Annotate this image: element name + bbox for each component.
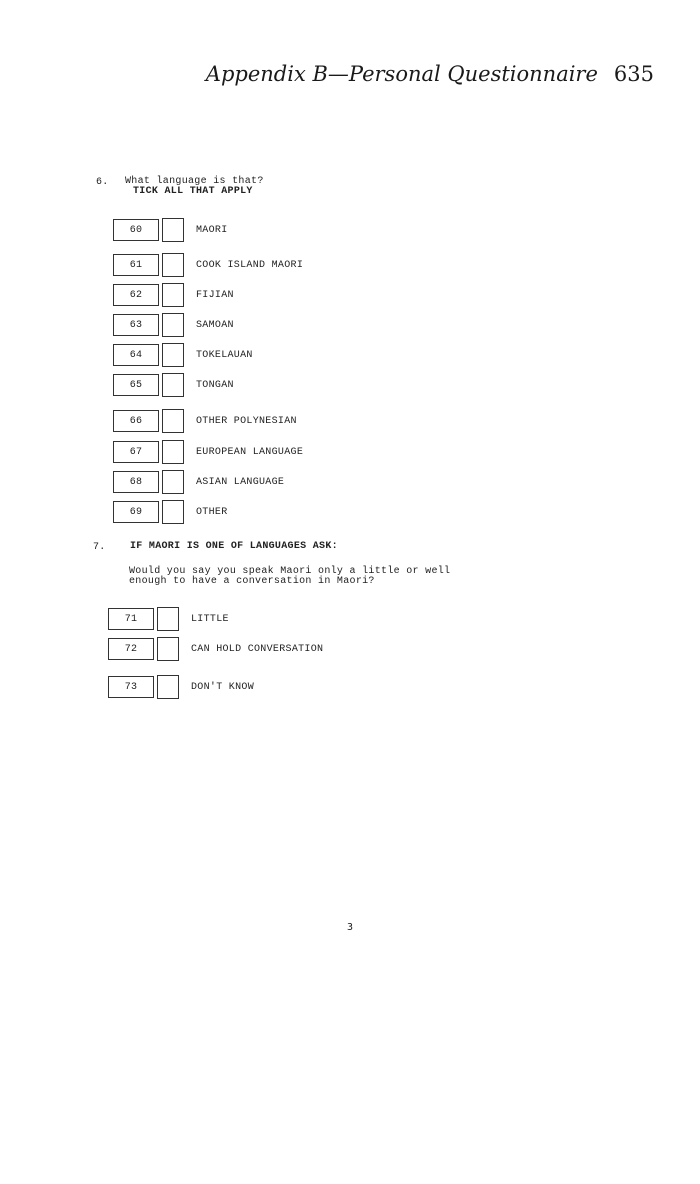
option-label: TONGAN	[196, 379, 234, 391]
tick-box[interactable]	[157, 637, 179, 661]
option-code-box	[113, 501, 159, 523]
option-label: LITTLE	[191, 613, 229, 625]
option-label: COOK ISLAND MAORI	[196, 259, 304, 271]
option-code-box	[113, 410, 159, 432]
option-code-box	[108, 676, 154, 698]
option-code: 65	[129, 379, 143, 391]
tick-box[interactable]	[162, 409, 184, 433]
option-code-box	[113, 471, 159, 493]
option-label: SAMOAN	[196, 319, 234, 331]
question-6-text-block	[125, 177, 264, 197]
tick-box[interactable]	[162, 470, 184, 494]
option-row	[113, 470, 284, 494]
option-code: 71	[124, 613, 138, 625]
option-row	[108, 637, 323, 661]
option-row	[113, 409, 297, 433]
question-7-instruction: IF MAORI IS ONE OF LANGUAGES ASK:	[130, 541, 338, 552]
option-row	[113, 313, 234, 337]
option-code-box	[108, 608, 154, 630]
option-label: MAORI	[196, 224, 228, 236]
option-code-box	[113, 441, 159, 463]
option-code-box	[113, 314, 159, 336]
tick-box[interactable]	[157, 607, 179, 631]
question-7-number: 7.	[93, 542, 106, 553]
option-code-box	[113, 254, 159, 276]
question-6-instruction: TICK ALL THAT APPLY	[133, 186, 253, 197]
book-page-number: 635	[613, 62, 654, 86]
tick-box[interactable]	[162, 218, 184, 242]
question-6-text: What language is that?	[125, 176, 264, 187]
option-code: 72	[124, 643, 138, 655]
option-code-box	[113, 219, 159, 241]
option-label: FIJIAN	[196, 289, 234, 301]
option-label: DON'T KNOW	[191, 681, 255, 693]
page-header	[0, 62, 654, 86]
form-page-number: 3	[346, 922, 354, 933]
option-label: EUROPEAN LANGUAGE	[196, 446, 304, 458]
option-row	[113, 373, 234, 397]
question-7-text-line1: Would you say you speak Maori only a little or well	[129, 566, 451, 577]
option-row	[108, 675, 254, 699]
tick-box[interactable]	[162, 253, 184, 277]
tick-box[interactable]	[162, 500, 184, 524]
option-code-box	[113, 344, 159, 366]
option-row	[113, 218, 228, 242]
option-code: 69	[129, 506, 143, 518]
option-code: 61	[129, 259, 143, 271]
option-label: TOKELAUAN	[196, 349, 253, 361]
option-code: 60	[129, 224, 143, 236]
tick-box[interactable]	[157, 675, 179, 699]
tick-box[interactable]	[162, 283, 184, 307]
option-row	[113, 283, 234, 307]
appendix-title: Appendix B—Personal Questionnaire	[205, 62, 598, 86]
option-code: 66	[129, 415, 143, 427]
option-code-box	[108, 638, 154, 660]
option-row	[113, 253, 303, 277]
option-row	[108, 607, 229, 631]
option-code: 67	[129, 446, 143, 458]
tick-box[interactable]	[162, 343, 184, 367]
option-code-box	[113, 374, 159, 396]
option-code: 68	[129, 476, 143, 488]
question-6-number: 6.	[96, 177, 109, 188]
option-row	[113, 500, 228, 524]
tick-box[interactable]	[162, 440, 184, 464]
question-7-text-block	[129, 567, 450, 587]
option-code-box	[113, 284, 159, 306]
tick-box[interactable]	[162, 373, 184, 397]
question-7-text-line2: enough to have a conversation in Maori?	[129, 576, 375, 587]
option-code: 62	[129, 289, 143, 301]
option-code: 73	[124, 681, 138, 693]
option-code: 64	[129, 349, 143, 361]
option-label: OTHER	[196, 506, 228, 518]
option-label: CAN HOLD CONVERSATION	[191, 643, 324, 655]
option-label: ASIAN LANGUAGE	[196, 476, 285, 488]
tick-box[interactable]	[162, 313, 184, 337]
option-row	[113, 343, 253, 367]
option-label: OTHER POLYNESIAN	[196, 415, 297, 427]
option-code: 63	[129, 319, 143, 331]
option-row	[113, 440, 303, 464]
